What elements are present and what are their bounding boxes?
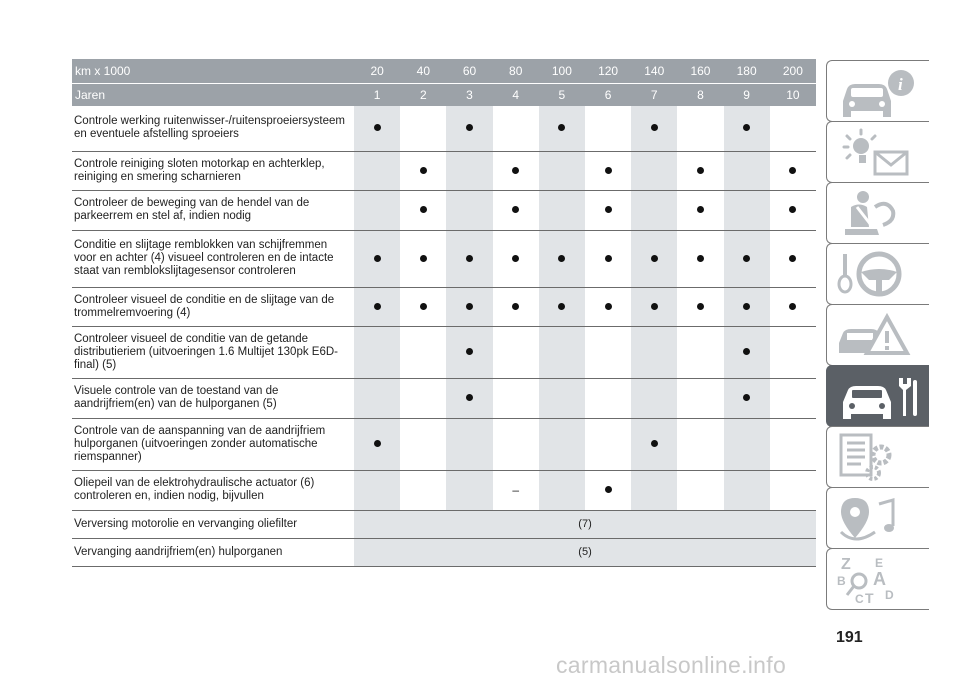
tab-maintenance[interactable] — [826, 365, 929, 427]
schedule-cell — [493, 470, 539, 510]
schedule-cell — [585, 287, 631, 326]
scheduled-dot — [697, 206, 704, 213]
page-number: 191 — [836, 629, 863, 646]
year-header-cell: 9 — [724, 83, 770, 106]
schedule-row-description: Verversing motorolie en vervanging oliefilter — [72, 510, 354, 538]
schedule-cell — [677, 287, 723, 326]
tab-safety[interactable] — [826, 182, 929, 244]
svg-text:Z: Z — [841, 556, 851, 573]
schedule-row-note: (7) — [354, 510, 816, 538]
year-header-cell: 5 — [539, 83, 585, 106]
schedule-row-description: Visuele controle van de toestand van de aandrijfriem(en) van de hulporganen (5) — [72, 378, 354, 418]
schedule-row — [72, 151, 816, 190]
scheduled-dot — [789, 303, 796, 310]
schedule-cell — [770, 230, 816, 287]
scheduled-dot — [374, 124, 381, 131]
schedule-cell — [539, 470, 585, 510]
year-header-cell: 6 — [585, 83, 631, 106]
year-header-cell: 1 — [354, 83, 400, 106]
schedule-cell — [493, 230, 539, 287]
scheduled-dot — [651, 303, 658, 310]
schedule-cell — [354, 106, 400, 151]
scheduled-dot — [374, 303, 381, 310]
km-header-cell: 20 — [354, 59, 400, 83]
schedule-cell — [724, 151, 770, 190]
schedule-cell — [493, 326, 539, 378]
schedule-cell — [585, 470, 631, 510]
schedule-cell — [446, 230, 492, 287]
technical-data-icon — [835, 431, 921, 485]
scheduled-dot — [743, 255, 750, 262]
schedule-cell — [724, 190, 770, 230]
schedule-cell — [631, 418, 677, 470]
schedule-cell — [539, 418, 585, 470]
schedule-row-note: (5) — [354, 538, 816, 566]
km-header-row — [72, 59, 816, 83]
schedule-cell — [585, 418, 631, 470]
scheduled-dot — [558, 255, 565, 262]
years-header-row — [72, 83, 816, 106]
schedule-cell — [354, 190, 400, 230]
km-header-cell: 100 — [539, 59, 585, 83]
schedule-cell — [400, 470, 446, 510]
schedule-cell — [724, 378, 770, 418]
schedule-cell — [631, 151, 677, 190]
svg-text:B: B — [837, 574, 846, 588]
schedule-cell — [631, 106, 677, 151]
scheduled-dot — [420, 255, 427, 262]
scheduled-dot — [651, 124, 658, 131]
schedule-cell — [770, 190, 816, 230]
scheduled-dot — [558, 124, 565, 131]
years-header-label: Jaren — [72, 83, 354, 106]
scheduled-dot — [789, 255, 796, 262]
schedule-cell — [493, 418, 539, 470]
schedule-cell — [539, 190, 585, 230]
schedule-cell — [354, 418, 400, 470]
scheduled-dot — [558, 303, 565, 310]
seat-safety-icon — [835, 187, 921, 241]
svg-text:D: D — [885, 588, 894, 602]
scheduled-dot — [697, 303, 704, 310]
schedule-cell — [631, 190, 677, 230]
scheduled-dot — [374, 255, 381, 262]
tab-car-info[interactable] — [826, 60, 929, 122]
schedule-cell — [724, 418, 770, 470]
schedule-cell — [400, 378, 446, 418]
scheduled-dot — [605, 206, 612, 213]
schedule-cell — [354, 230, 400, 287]
schedule-row-description: Controleer visueel de conditie van de getande distributieriem (uitvoeringen 1.6 Multijet 130pk E6D-final) (5) — [72, 326, 354, 378]
scheduled-dot — [743, 394, 750, 401]
car-info-icon — [835, 65, 921, 119]
schedule-cell — [770, 418, 816, 470]
schedule-cell — [585, 190, 631, 230]
schedule-cell — [724, 470, 770, 510]
schedule-cell — [400, 230, 446, 287]
scheduled-dot — [512, 206, 519, 213]
km-header-cell: 180 — [724, 59, 770, 83]
schedule-cell — [724, 106, 770, 151]
schedule-cell — [677, 190, 723, 230]
km-header-cell: 140 — [631, 59, 677, 83]
scheduled-dot — [466, 124, 473, 131]
schedule-row-description: Controle reiniging sloten motorkap en achterklep, reiniging en smering scharnieren — [72, 151, 354, 190]
scheduled-dot — [420, 303, 427, 310]
km-header-cell: 200 — [770, 59, 816, 83]
schedule-cell — [400, 190, 446, 230]
schedule-cell — [677, 106, 723, 151]
schedule-cell — [354, 470, 400, 510]
schedule-cell — [493, 106, 539, 151]
schedule-cell — [631, 378, 677, 418]
schedule-cell — [770, 287, 816, 326]
chapter-sidebar — [826, 60, 929, 611]
schedule-cell — [585, 151, 631, 190]
schedule-cell — [400, 106, 446, 151]
schedule-cell — [446, 378, 492, 418]
schedule-cell — [400, 287, 446, 326]
scheduled-dot — [466, 255, 473, 262]
year-header-cell: 10 — [770, 83, 816, 106]
schedule-cell — [631, 287, 677, 326]
year-header-cell: 2 — [400, 83, 446, 106]
schedule-cell — [446, 418, 492, 470]
schedule-cell — [354, 151, 400, 190]
schedule-cell — [770, 106, 816, 151]
watermark: carmanualsonline.info — [556, 652, 787, 678]
tab-multimedia[interactable] — [826, 487, 929, 549]
km-header-cell: 160 — [677, 59, 723, 83]
schedule-cell — [539, 106, 585, 151]
tab-starting-driving[interactable] — [826, 243, 929, 305]
svg-text:E: E — [875, 556, 884, 570]
scheduled-dot — [651, 255, 658, 262]
schedule-cell — [631, 326, 677, 378]
year-header-cell: 3 — [446, 83, 492, 106]
schedule-cell — [724, 287, 770, 326]
scheduled-dot — [743, 124, 750, 131]
svg-text:i: i — [898, 75, 903, 94]
schedule-cell — [493, 151, 539, 190]
km-header-cell: 60 — [446, 59, 492, 83]
schedule-cell — [770, 378, 816, 418]
schedule-cell — [400, 151, 446, 190]
schedule-row — [72, 287, 816, 326]
schedule-row — [72, 326, 816, 378]
scheduled-dot — [512, 255, 519, 262]
multimedia-icon — [835, 492, 921, 546]
schedule-cell — [585, 326, 631, 378]
dash-mark: – — [512, 483, 520, 497]
year-header-cell: 4 — [493, 83, 539, 106]
scheduled-dot — [512, 167, 519, 174]
scheduled-dot — [789, 206, 796, 213]
year-header-cell: 8 — [677, 83, 723, 106]
schedule-cell — [539, 287, 585, 326]
schedule-cell — [539, 230, 585, 287]
schedule-cell — [677, 326, 723, 378]
svg-text:A: A — [873, 569, 886, 589]
maintenance-schedule-table — [72, 59, 816, 567]
schedule-cell — [493, 190, 539, 230]
km-header-cell: 40 — [400, 59, 446, 83]
schedule-body — [72, 106, 816, 566]
scheduled-dot — [651, 440, 658, 447]
schedule-cell — [493, 287, 539, 326]
schedule-row-description: Controle van de aanspanning van de aandrijfriem hulporganen (uitvoeringen zonder automatische riemspanner) — [72, 418, 354, 470]
schedule-cell — [446, 151, 492, 190]
schedule-cell — [770, 151, 816, 190]
alphabetical-index-icon — [835, 553, 921, 607]
scheduled-dot — [605, 255, 612, 262]
schedule-row-description: Controleer visueel de conditie en de slijtage van de trommelremvoering (4) — [72, 287, 354, 326]
schedule-row — [72, 230, 816, 287]
schedule-row — [72, 418, 816, 470]
schedule-cell — [446, 190, 492, 230]
schedule-row-description: Controle werking ruitenwisser-/ruitensproeiersysteem en eventuele afstelling sproeiers — [72, 106, 354, 151]
scheduled-dot — [605, 303, 612, 310]
svg-text:T: T — [865, 590, 874, 606]
schedule-cell — [724, 326, 770, 378]
schedule-cell — [677, 418, 723, 470]
km-header-label: km x 1000 — [72, 59, 354, 83]
km-header-cell: 120 — [585, 59, 631, 83]
schedule-row — [72, 190, 816, 230]
scheduled-dot — [605, 167, 612, 174]
schedule-row — [72, 470, 816, 510]
scheduled-dot — [466, 303, 473, 310]
schedule-cell — [677, 230, 723, 287]
schedule-cell — [631, 470, 677, 510]
schedule-cell — [539, 151, 585, 190]
schedule-row — [72, 538, 816, 566]
schedule-row — [72, 510, 816, 538]
schedule-cell — [585, 378, 631, 418]
schedule-cell — [400, 326, 446, 378]
schedule-row-description: Controleer de beweging van de hendel van de parkeerrem en stel af, indien nodig — [72, 190, 354, 230]
scheduled-dot — [697, 167, 704, 174]
schedule-cell — [585, 230, 631, 287]
scheduled-dot — [743, 348, 750, 355]
schedule-cell — [724, 230, 770, 287]
schedule-cell — [677, 151, 723, 190]
schedule-cell — [539, 378, 585, 418]
svg-text:C: C — [855, 592, 864, 606]
tab-index[interactable] — [826, 548, 929, 610]
scheduled-dot — [466, 394, 473, 401]
schedule-cell — [446, 106, 492, 151]
schedule-row — [72, 106, 816, 151]
car-maintenance-icon — [835, 370, 921, 424]
scheduled-dot — [605, 486, 612, 493]
km-header-cell: 80 — [493, 59, 539, 83]
tab-warning-lights[interactable] — [826, 121, 929, 183]
scheduled-dot — [789, 167, 796, 174]
schedule-cell — [354, 287, 400, 326]
schedule-cell — [770, 326, 816, 378]
schedule-cell — [539, 326, 585, 378]
schedule-cell — [446, 470, 492, 510]
scheduled-dot — [466, 348, 473, 355]
scheduled-dot — [743, 303, 750, 310]
scheduled-dot — [420, 167, 427, 174]
schedule-row-description: Vervanging aandrijfriem(en) hulporganen — [72, 538, 354, 566]
key-steering-wheel-icon — [835, 248, 921, 302]
tab-emergency[interactable] — [826, 304, 929, 366]
scheduled-dot — [374, 440, 381, 447]
schedule-cell — [493, 378, 539, 418]
schedule-row-description: Oliepeil van de elektrohydraulische actuator (6) controleren en, indien nodig, bijvullen — [72, 470, 354, 510]
schedule-cell — [446, 326, 492, 378]
warning-light-message-icon — [835, 126, 921, 180]
car-emergency-icon — [835, 309, 921, 363]
schedule-cell — [677, 378, 723, 418]
schedule-row — [72, 378, 816, 418]
scheduled-dot — [420, 206, 427, 213]
schedule-cell — [354, 326, 400, 378]
schedule-row-description: Conditie en slijtage remblokken van schijfremmen voor en achter (4) visueel controleren en de intacte staat van remblokslijtagesensor controleren — [72, 230, 354, 287]
schedule-cell — [400, 418, 446, 470]
schedule-cell — [446, 287, 492, 326]
tab-technical-data[interactable] — [826, 426, 929, 488]
scheduled-dot — [512, 303, 519, 310]
schedule-cell — [677, 470, 723, 510]
schedule-cell — [631, 230, 677, 287]
schedule-cell — [354, 378, 400, 418]
schedule-cell — [770, 470, 816, 510]
scheduled-dot — [697, 255, 704, 262]
schedule-cell — [585, 106, 631, 151]
year-header-cell: 7 — [631, 83, 677, 106]
